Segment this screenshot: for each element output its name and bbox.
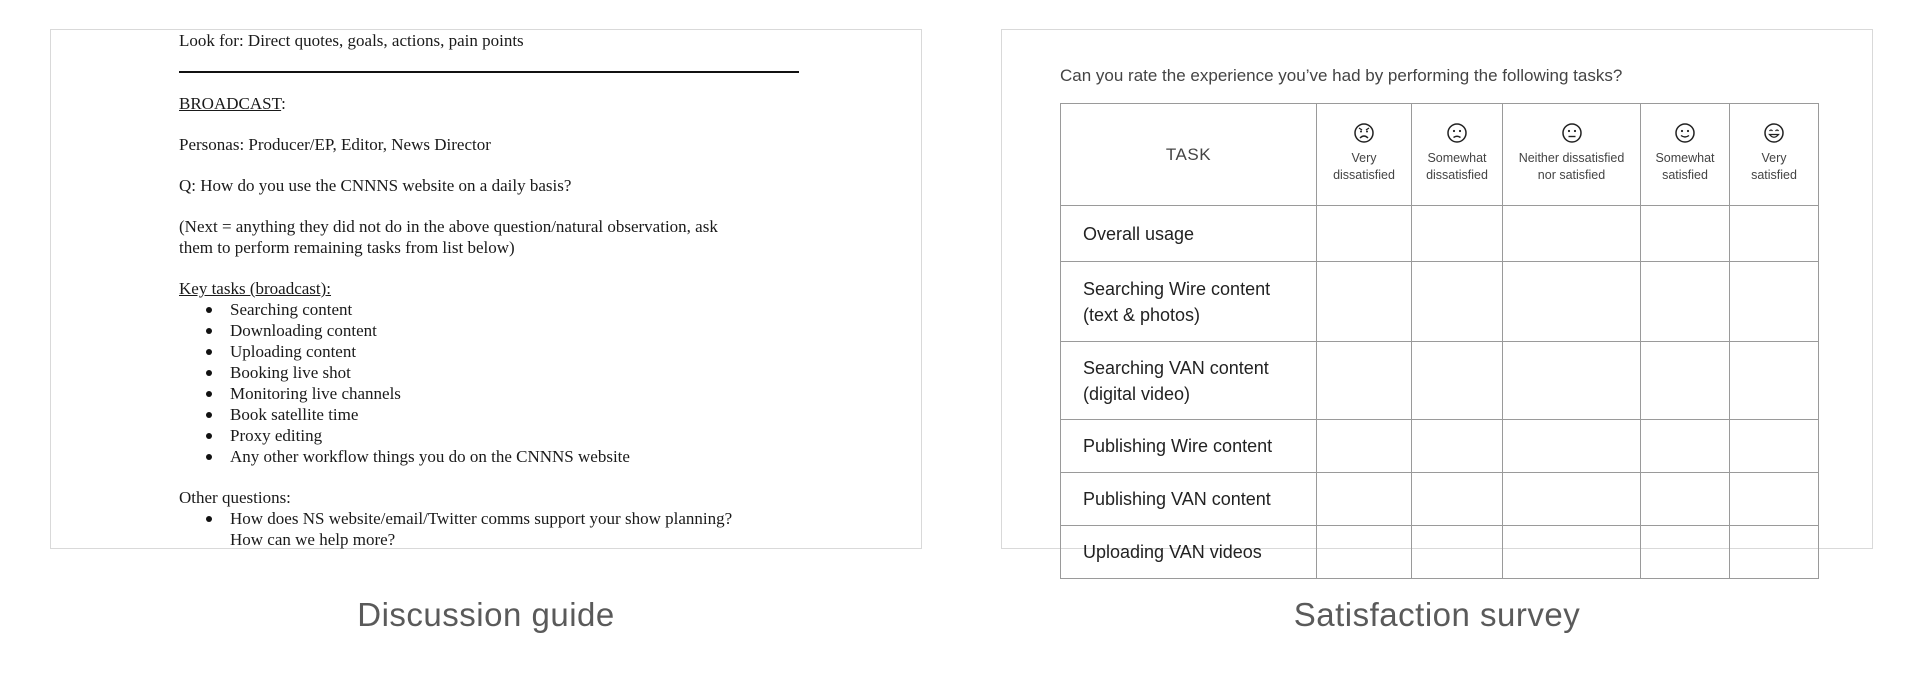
rating-label-line2: dissatisfied bbox=[1333, 168, 1395, 182]
discussion-guide-caption: Discussion guide bbox=[357, 596, 615, 633]
task-label: Uploading VAN videos bbox=[1083, 542, 1262, 562]
rating-cell[interactable] bbox=[1503, 342, 1641, 420]
rating-cell[interactable] bbox=[1503, 206, 1641, 262]
task-label-sub: (text & photos) bbox=[1083, 304, 1201, 325]
rating-cell[interactable] bbox=[1641, 420, 1730, 473]
other-question-line-1: How does NS website/email/Twitter comms support your show planning? bbox=[230, 509, 733, 528]
very-dissatisfied-face-icon bbox=[1353, 122, 1375, 144]
rating-cell[interactable] bbox=[1641, 262, 1730, 342]
key-tasks-title: Key tasks (broadcast): bbox=[179, 279, 332, 298]
rating-cell[interactable] bbox=[1317, 206, 1412, 262]
task-cell bbox=[1061, 420, 1317, 473]
rating-cell[interactable] bbox=[1730, 526, 1819, 579]
divider bbox=[179, 71, 799, 73]
rating-label-line1: Very bbox=[1351, 151, 1377, 165]
other-questions-title: Other questions: bbox=[179, 488, 291, 507]
table-row bbox=[1061, 473, 1819, 526]
rating-cell[interactable] bbox=[1412, 342, 1503, 420]
neutral-face-icon bbox=[1561, 122, 1583, 144]
list-item: Downloading content bbox=[230, 320, 799, 341]
table-row bbox=[1061, 420, 1819, 473]
next-line-2: them to perform remaining tasks from list below) bbox=[179, 238, 515, 257]
rating-cell[interactable] bbox=[1317, 342, 1412, 420]
other-question-line-2: How can we help more? bbox=[230, 530, 396, 549]
task-label: Publishing VAN content bbox=[1083, 489, 1271, 509]
survey-question: Can you rate the experience you’ve had by performing the following tasks? bbox=[1060, 66, 1623, 85]
rating-label-line1: Very bbox=[1761, 151, 1787, 165]
rating-cell[interactable] bbox=[1730, 342, 1819, 420]
rating-header-very-satisfied bbox=[1730, 104, 1819, 206]
personas-line: Personas: Producer/EP, Editor, News Director bbox=[179, 135, 491, 154]
next-line-1: (Next = anything they did not do in the above question/natural observation, ask bbox=[179, 217, 718, 236]
rating-header-very-dissatisfied bbox=[1317, 104, 1412, 206]
list-item: Monitoring live channels bbox=[230, 383, 799, 404]
look-for-line: Look for: Direct quotes, goals, actions, pain points bbox=[179, 31, 524, 50]
rating-cell[interactable] bbox=[1412, 420, 1503, 473]
task-cell bbox=[1061, 342, 1317, 420]
discussion-guide-panel bbox=[50, 29, 922, 549]
rating-cell[interactable] bbox=[1317, 473, 1412, 526]
rating-label-line1: Somewhat bbox=[1655, 151, 1715, 165]
rating-cell[interactable] bbox=[1641, 526, 1730, 579]
rating-header-somewhat-satisfied bbox=[1641, 104, 1730, 206]
list-item: Booking live shot bbox=[230, 362, 799, 383]
rating-label-line2: dissatisfied bbox=[1426, 168, 1488, 182]
rating-label-line2: nor satisfied bbox=[1537, 168, 1606, 182]
rating-cell[interactable] bbox=[1641, 206, 1730, 262]
rating-cell[interactable] bbox=[1641, 473, 1730, 526]
rating-cell[interactable] bbox=[1503, 420, 1641, 473]
task-label: Publishing Wire content bbox=[1083, 436, 1273, 456]
broadcast-colon: : bbox=[281, 94, 286, 113]
somewhat-satisfied-face-icon bbox=[1674, 122, 1696, 144]
table-row bbox=[1061, 206, 1819, 262]
task-cell bbox=[1061, 526, 1317, 579]
rating-cell[interactable] bbox=[1730, 420, 1819, 473]
satisfaction-survey-caption: Satisfaction survey bbox=[1293, 596, 1581, 633]
rating-label-line1: Somewhat bbox=[1427, 151, 1487, 165]
table-row bbox=[1061, 526, 1819, 579]
rating-cell[interactable] bbox=[1412, 473, 1503, 526]
rating-cell[interactable] bbox=[1412, 206, 1503, 262]
rating-cell[interactable] bbox=[1730, 473, 1819, 526]
other-questions-list bbox=[179, 508, 799, 550]
table-row bbox=[1061, 342, 1819, 420]
rating-cell[interactable] bbox=[1503, 526, 1641, 579]
task-column-header: TASK bbox=[1061, 104, 1317, 206]
rating-header-somewhat-dissatisfied bbox=[1412, 104, 1503, 206]
rating-cell[interactable] bbox=[1641, 342, 1730, 420]
list-item: Uploading content bbox=[230, 341, 799, 362]
task-label: Overall usage bbox=[1083, 223, 1195, 244]
key-tasks-list bbox=[179, 299, 799, 467]
rating-cell[interactable] bbox=[1412, 262, 1503, 342]
rating-cell[interactable] bbox=[1317, 526, 1412, 579]
table-row bbox=[1061, 262, 1819, 342]
list-item: Searching content bbox=[230, 299, 799, 320]
rating-cell[interactable] bbox=[1503, 262, 1641, 342]
rating-cell[interactable] bbox=[1412, 526, 1503, 579]
table-header-row bbox=[1061, 104, 1819, 206]
broadcast-title: BROADCAST bbox=[179, 94, 282, 113]
rating-table bbox=[1060, 103, 1819, 579]
task-cell bbox=[1061, 206, 1317, 262]
very-satisfied-face-icon bbox=[1763, 122, 1785, 144]
list-item: Book satellite time bbox=[230, 404, 799, 425]
rating-label-line2: satisfied bbox=[1751, 168, 1797, 182]
task-label: Searching VAN content bbox=[1083, 357, 1269, 378]
rating-cell[interactable] bbox=[1503, 473, 1641, 526]
satisfaction-survey-panel bbox=[1001, 29, 1873, 562]
rating-label-line1: Neither dissatisfied bbox=[1518, 151, 1625, 165]
discussion-guide-document bbox=[179, 30, 799, 550]
rating-cell[interactable] bbox=[1730, 206, 1819, 262]
list-item: Any other workflow things you do on the CNNNS website bbox=[230, 446, 799, 467]
question-line: Q: How do you use the CNNNS website on a daily basis? bbox=[179, 176, 572, 195]
list-item bbox=[230, 508, 799, 550]
somewhat-dissatisfied-face-icon bbox=[1446, 122, 1468, 144]
task-cell bbox=[1061, 262, 1317, 342]
rating-cell[interactable] bbox=[1730, 262, 1819, 342]
rating-header-neutral bbox=[1503, 104, 1641, 206]
task-label: Searching Wire content bbox=[1083, 278, 1271, 299]
rating-label-line2: satisfied bbox=[1662, 168, 1708, 182]
task-cell bbox=[1061, 473, 1317, 526]
rating-cell[interactable] bbox=[1317, 420, 1412, 473]
section-heading bbox=[179, 93, 799, 114]
list-item: Proxy editing bbox=[230, 425, 799, 446]
task-label-sub: (digital video) bbox=[1083, 383, 1191, 404]
rating-cell[interactable] bbox=[1317, 262, 1412, 342]
